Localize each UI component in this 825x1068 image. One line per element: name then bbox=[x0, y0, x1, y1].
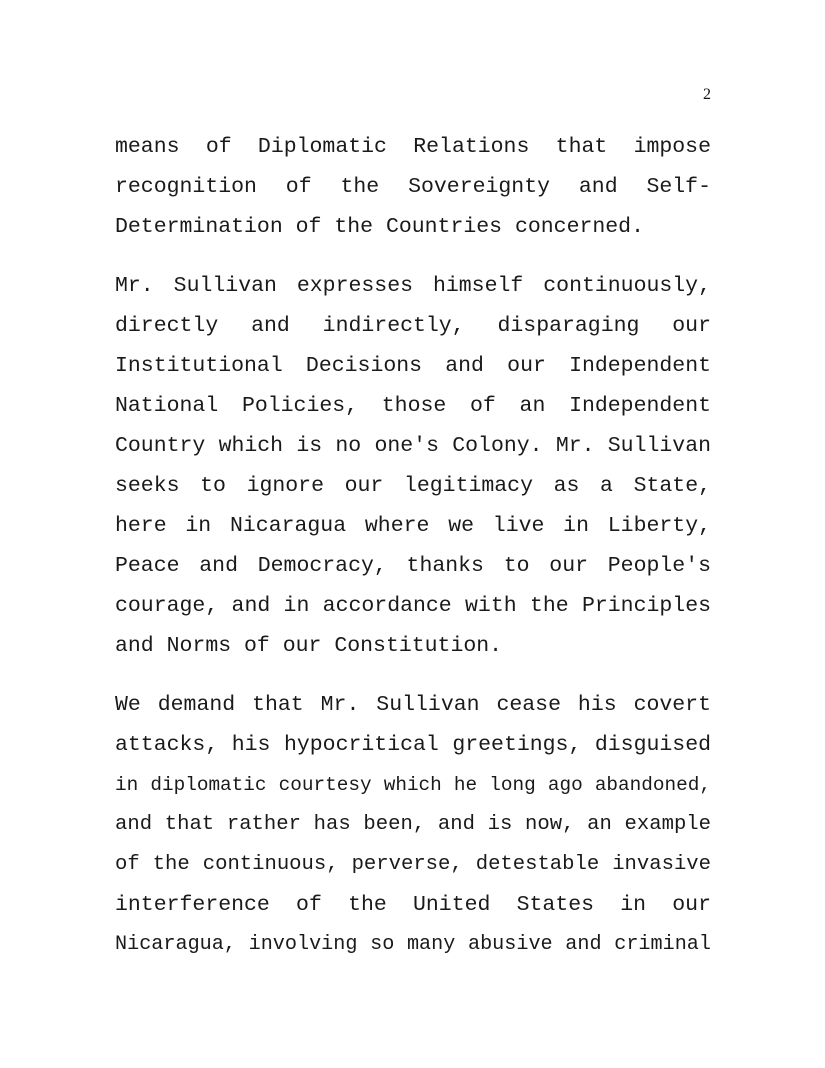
text-line: means of Diplomatic Relations that impose bbox=[115, 135, 711, 159]
text-line: of the continuous, perverse, detestable invasive bbox=[115, 853, 711, 876]
paragraph-1 bbox=[115, 127, 711, 247]
paragraph-2 bbox=[115, 266, 711, 666]
text-line: Country which is no one's Colony. Mr. Sullivan bbox=[115, 434, 711, 458]
paragraph-3 bbox=[115, 685, 711, 965]
text-line: Institutional Decisions and our Independent bbox=[115, 354, 711, 378]
page-number: 2 bbox=[703, 86, 711, 103]
text-line: National Policies, those of an Independent bbox=[115, 394, 711, 418]
text-line: attacks, his hypocritical greetings, disguised bbox=[115, 733, 711, 757]
text-line: Peace and Democracy, thanks to our People's bbox=[115, 554, 711, 578]
text-line: in diplomatic courtesy which he long ago abandoned, bbox=[115, 774, 711, 796]
text-line: Nicaragua, involving so many abusive and criminal bbox=[115, 933, 711, 956]
text-line: Determination of the Countries concerned. bbox=[115, 215, 644, 239]
text-line: We demand that Mr. Sullivan cease his covert bbox=[115, 693, 711, 717]
text-line: recognition of the Sovereignty and Self- bbox=[115, 175, 711, 199]
text-line: and that rather has been, and is now, an example bbox=[115, 813, 711, 836]
text-line: and Norms of our Constitution. bbox=[115, 634, 503, 658]
text-line: seeks to ignore our legitimacy as a State, bbox=[115, 474, 711, 498]
text-line: interference of the United States in our bbox=[115, 893, 711, 917]
text-line: here in Nicaragua where we live in Liberty, bbox=[115, 514, 711, 538]
text-line: Mr. Sullivan expresses himself continuously, bbox=[115, 274, 711, 298]
text-line: courage, and in accordance with the Principles bbox=[115, 594, 711, 618]
text-line: directly and indirectly, disparaging our bbox=[115, 314, 711, 338]
document-body bbox=[115, 127, 711, 984]
